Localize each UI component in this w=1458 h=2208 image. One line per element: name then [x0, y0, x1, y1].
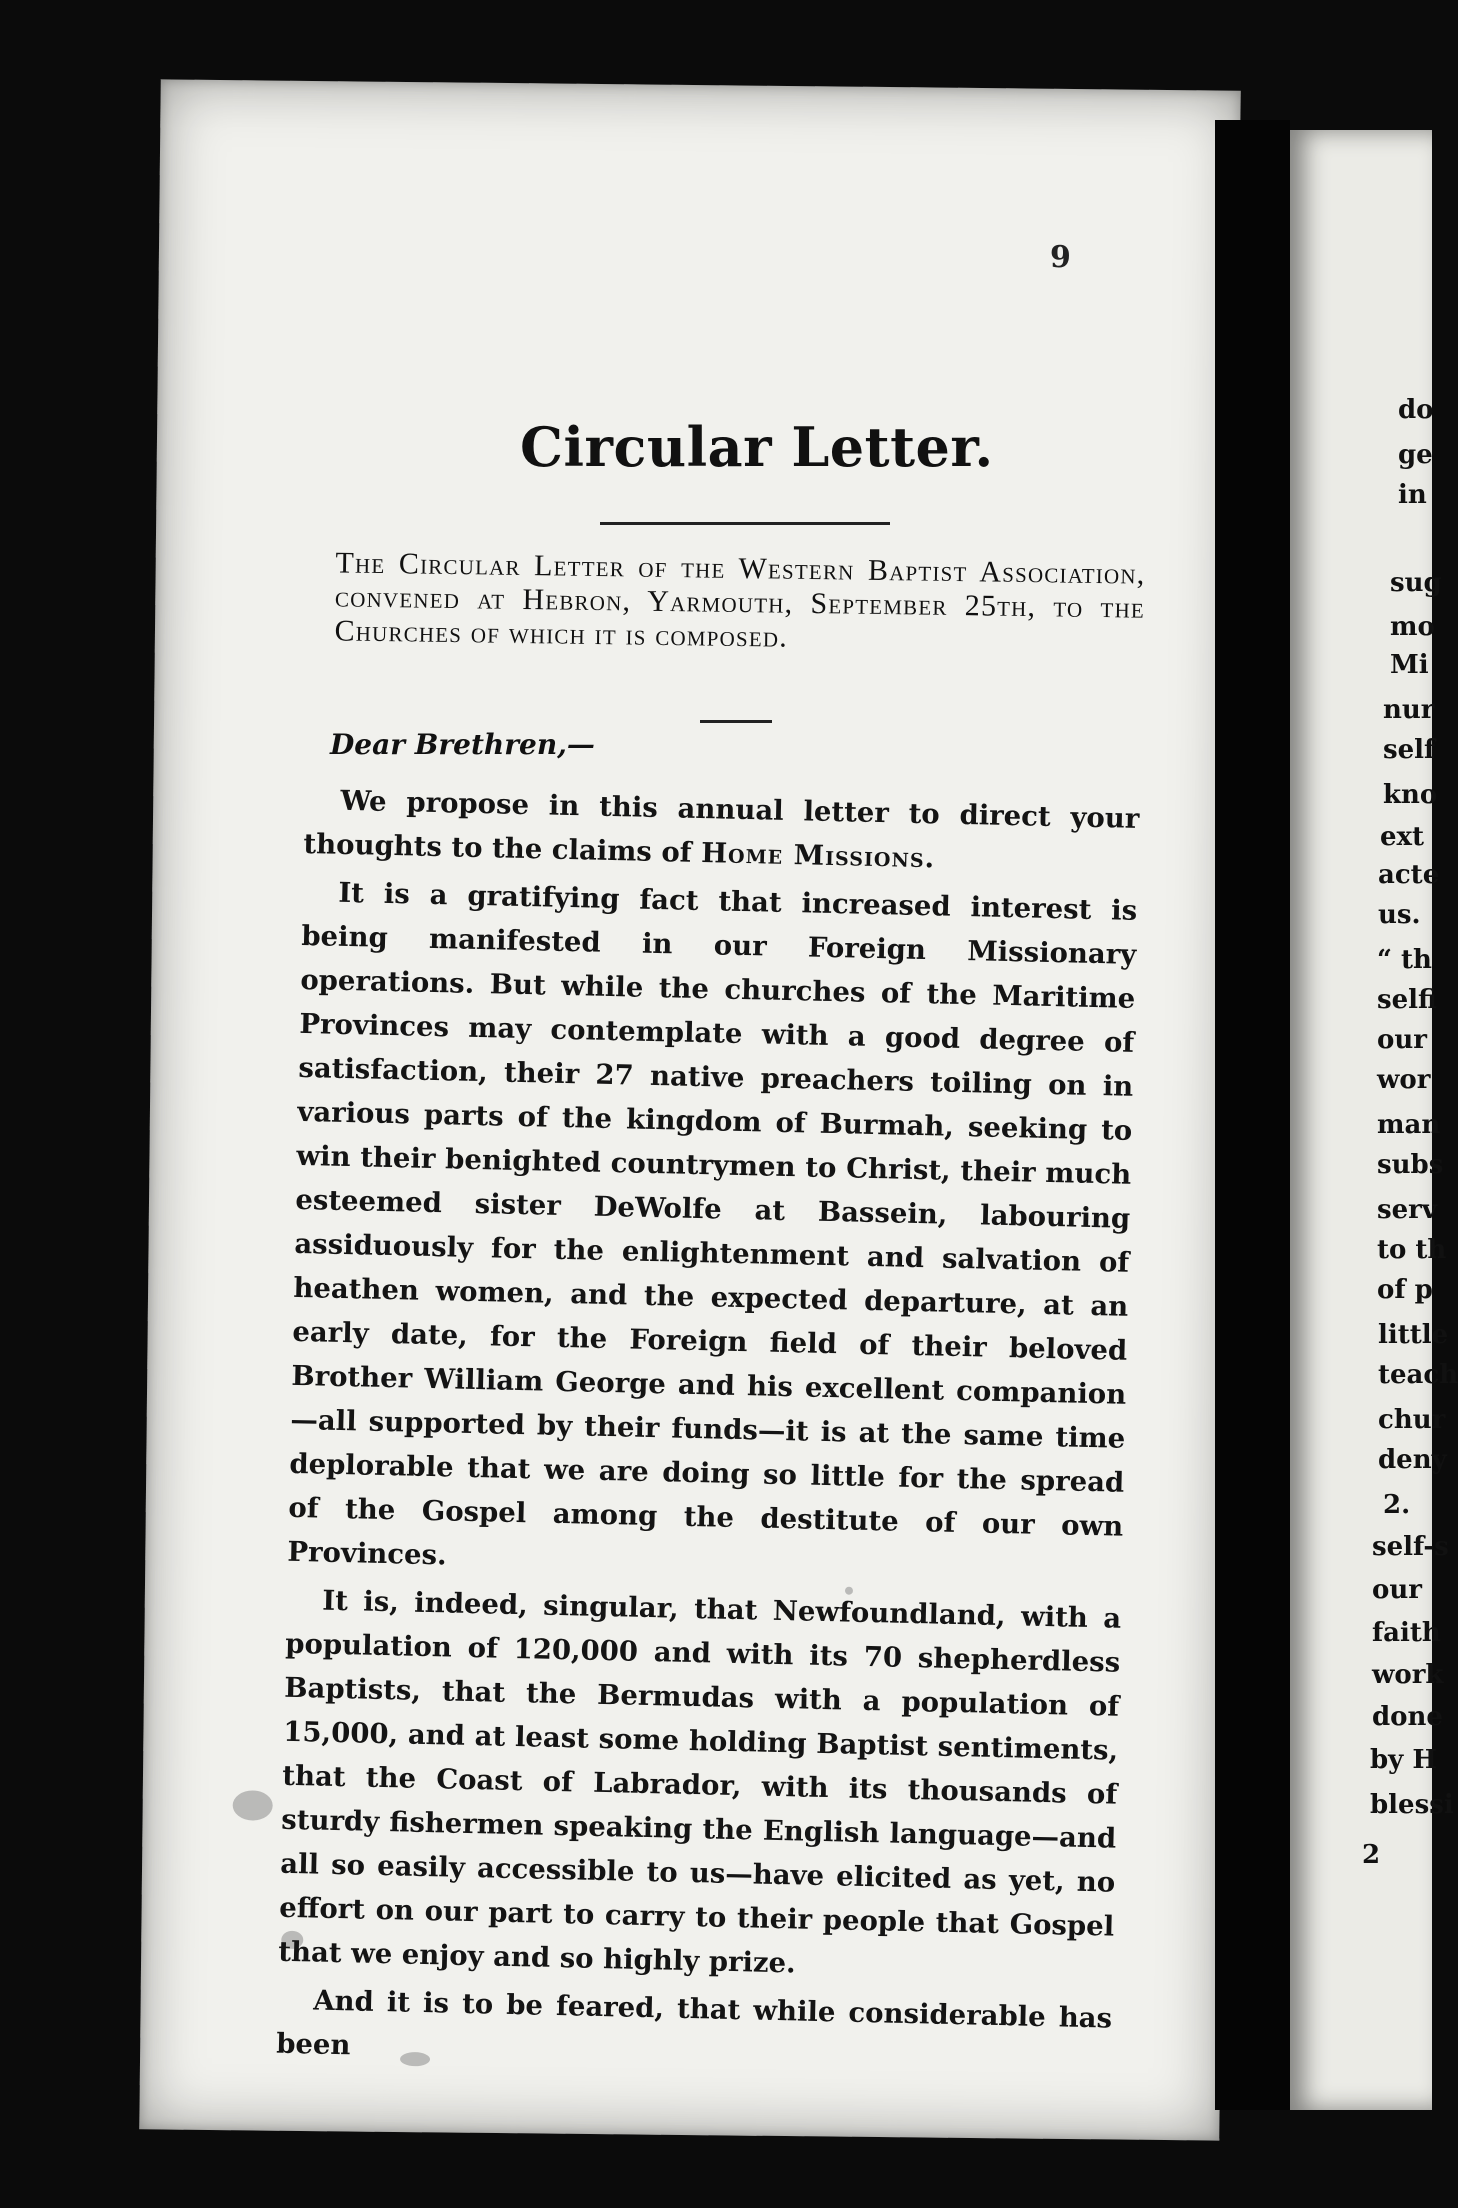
letter-heading: The Circular Letter of the Western Baptist Association, convened at Hebron, Yarmouth, September 25th, to the Churches of which it is composed. [334, 546, 1146, 654]
right-page-fragment: wor [1377, 1065, 1431, 1095]
right-page-fragment: to th [1377, 1235, 1447, 1265]
book-spine [1215, 120, 1290, 2110]
right-page-fragment: done [1372, 1702, 1443, 1732]
right-page-fragment: mo [1390, 612, 1435, 642]
paragraph-3: It is, indeed, singular, that Newfoundland, with a population of 120,000 and with its 70 shepherdless Baptists, that the Bermudas with a population of 15,000, and at least some holding Baptist sentiments, that the Coast of Labrador, with its thousands of sturdy fishermen speaking the English language—and all so easily accessible to us—have elicited as yet, no effort on our part to carry to their people that Gospel that we enjoy and so highly prize. [278, 1584, 1122, 1980]
right-page-fragment: self-s [1372, 1532, 1449, 1562]
margin-mark: 9 [1050, 240, 1071, 275]
right-page-fragment: 2. [1383, 1490, 1411, 1520]
right-page-fragment: by H [1370, 1745, 1437, 1775]
right-page-fragment: little [1378, 1320, 1449, 1350]
right-page-fragment: of p [1377, 1275, 1433, 1305]
right-page-fragment: sug [1390, 568, 1442, 598]
right-page-fragment: selfi [1377, 985, 1437, 1015]
right-page-fragment: chur [1378, 1405, 1446, 1435]
right-page-fragment: self [1383, 735, 1436, 765]
right-page-fragment: 2 [1362, 1840, 1381, 1870]
right-page-fragment: do [1398, 395, 1434, 425]
heading-rule [700, 720, 772, 723]
right-page-fragment: us. [1378, 900, 1421, 930]
right-page-fragment: Mi [1390, 650, 1429, 680]
right-page-fragment: kno [1383, 780, 1438, 810]
title-rule [600, 522, 890, 525]
right-page-fragment: our [1372, 1575, 1422, 1605]
right-page-fragment: faith [1372, 1618, 1441, 1648]
right-page-fragment: subs [1377, 1150, 1444, 1180]
right-page-fragment: acte [1378, 860, 1440, 890]
letter-body [276, 778, 1140, 2089]
salutation: Dear Brethren,— [330, 728, 595, 761]
right-page-fragment: ge [1398, 440, 1433, 470]
right-page-fragment: work [1372, 1660, 1444, 1690]
right-page-fragment: in [1398, 480, 1427, 510]
right-page-fragment: nur [1383, 695, 1435, 725]
home-missions-phrase: Home Missions. [700, 837, 936, 875]
right-page-fragment: serv [1377, 1195, 1437, 1225]
right-page-fragment: deny [1378, 1445, 1447, 1475]
right-page-fragment: “ th [1377, 945, 1432, 975]
right-page-fragment: ext [1380, 822, 1425, 852]
right-page-fragment: our [1377, 1025, 1427, 1055]
right-page-fragment: blessi [1370, 1790, 1454, 1820]
paragraph-2: It is a gratifying fact that increased interest is being manifested in our Foreign Missionary operations. But while the churches of the Maritime Provinces may contemplate with a good degree of satisfaction, their 27 native preachers toiling on in various parts of the kingdom of Burmah, seeking to win their benighted countrymen to Christ, their much esteemed sister DeWolfe at Bassein, labouring assiduously for the enlightenment and salvation of heathen women, and the expected departure, at an early date, for the Foreign field of their beloved Brother William George and his excellent companion—all supported by their funds—it is at the same time deplorable that we are doing so little for the spread of the Gospel among the destitute of our own Provinces. [287, 876, 1138, 1572]
paragraph-4: And it is to be feared, that while considerable has been [275, 1984, 1113, 2062]
page-title: Circular Letter. [520, 415, 994, 479]
right-page-fragment: teach [1378, 1360, 1458, 1390]
right-page-fragment: man [1377, 1110, 1441, 1140]
paragraph-1: We propose in this annual letter to direct your thoughts to the claims of Home Missions. [303, 784, 1140, 875]
